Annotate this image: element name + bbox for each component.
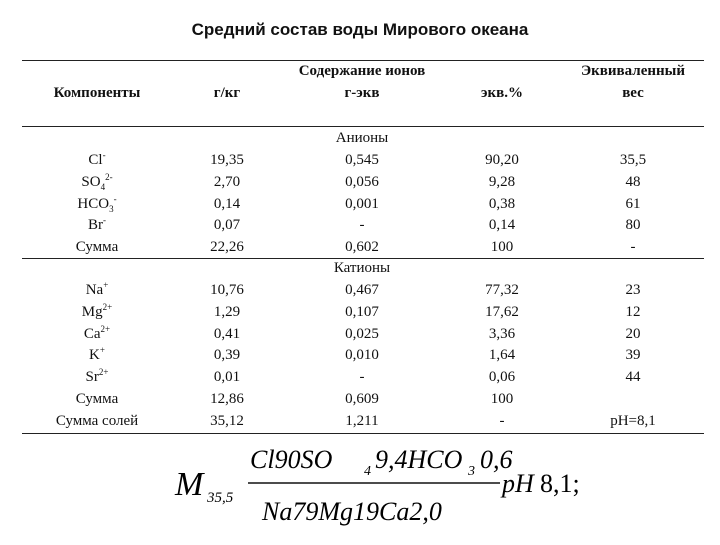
g-per-kg-cell: 0,01 — [213, 369, 241, 386]
table-top-border — [22, 60, 704, 61]
g-eq-cell: 0,602 — [345, 239, 379, 256]
equiv-weight-cell: 48 — [625, 173, 641, 190]
component-cell — [22, 215, 172, 237]
g-eq-cell: 0,056 — [345, 173, 379, 190]
formula-numerator-sub-1: 4 — [364, 464, 371, 479]
component-cell — [22, 345, 172, 367]
eq-percent-cell: 17,62 — [485, 303, 519, 320]
formula-M: M — [175, 466, 204, 503]
g-eq-cell: 1,211 — [345, 412, 379, 429]
g-eq-cell: - — [359, 217, 365, 234]
composition-table — [22, 60, 704, 434]
component-charge: 2+ — [98, 367, 109, 378]
component-name: Na — [85, 282, 104, 298]
eq-percent-cell: 0,38 — [488, 195, 516, 212]
g-eq-cell: 0,107 — [345, 303, 379, 320]
component-name: Mg — [81, 303, 103, 320]
component-name: Br — [88, 217, 103, 234]
g-per-kg-cell: 0,41 — [213, 325, 241, 342]
g-per-kg-cell: 0,14 — [213, 195, 241, 212]
component-charge: - — [102, 150, 106, 160]
eq-percent-cell: 100 — [490, 239, 514, 256]
component-cell — [22, 172, 172, 194]
header-equiv-weight-1: Эквиваленный — [580, 63, 685, 79]
g-eq-cell: 0,609 — [345, 391, 379, 407]
kurlov-formula — [0, 440, 720, 540]
composition-formula — [0, 440, 720, 540]
equiv-weight-cell: 20 — [625, 325, 641, 342]
equiv-weight-cell: 39 — [625, 347, 641, 364]
eq-percent-cell: 90,20 — [485, 152, 519, 168]
page-title: Средний состав воды Мирового океана — [191, 20, 529, 39]
component-name: Сумма — [75, 239, 119, 256]
component-name: SO — [81, 173, 101, 190]
g-per-kg-cell: 12,86 — [210, 391, 244, 407]
g-eq-cell: 0,010 — [345, 347, 379, 364]
component-name: Сумма — [75, 391, 119, 407]
component-charge: + — [103, 280, 109, 290]
formula-denominator: Na79Mg19Ca2,0 — [262, 497, 442, 526]
eq-percent-cell: 0,14 — [488, 217, 516, 234]
eq-percent-cell: 9,28 — [488, 173, 516, 190]
eq-percent-cell: 1,64 — [488, 347, 516, 364]
component-charge: - — [103, 215, 106, 226]
component-cell — [22, 150, 172, 172]
g-per-kg-cell: 22,26 — [210, 239, 244, 256]
formula-numerator-sub-2: 3 — [468, 464, 475, 479]
component-name: Сумма солей — [55, 412, 139, 429]
g-per-kg-cell: 1,29 — [213, 303, 241, 320]
component-charge: + — [99, 345, 105, 356]
equiv-weight-cell: 12 — [625, 303, 641, 320]
header-equiv-weight-2: вес — [622, 85, 644, 101]
section-cations: Катионы — [333, 260, 391, 276]
g-per-kg-cell: 0,07 — [213, 217, 241, 234]
equiv-weight-cell: 80 — [625, 217, 641, 234]
component-cell — [22, 237, 172, 259]
component-name: Ca — [83, 325, 101, 342]
component-cell — [22, 367, 172, 389]
component-charge: - — [113, 193, 117, 204]
component-cell — [22, 194, 172, 216]
g-eq-cell: 0,467 — [345, 282, 379, 298]
header-ion-content: Содержание ионов — [298, 63, 426, 79]
eq-percent-cell: 3,36 — [488, 325, 516, 342]
g-per-kg-cell: 2,70 — [213, 173, 241, 190]
header-g-eq: г-экв — [344, 85, 380, 101]
header-eq-percent: экв.% — [481, 85, 523, 101]
g-eq-cell: - — [359, 369, 365, 386]
eq-percent-cell: 100 — [490, 391, 514, 407]
formula-pH: pH — [502, 469, 534, 498]
formula-numerator-1: Cl90SO — [250, 445, 333, 474]
eq-percent-cell: - — [499, 412, 505, 429]
header-bottom-border — [22, 126, 704, 127]
header-g-per-kg: г/кг — [213, 85, 241, 101]
formula-numerator-3: 0,6 — [480, 445, 513, 474]
component-cell — [22, 302, 172, 324]
table-bottom-border — [22, 433, 704, 434]
equiv-weight-cell: 44 — [625, 369, 641, 386]
g-per-kg-cell: 0,39 — [213, 347, 241, 364]
component-name: K — [89, 347, 100, 364]
component-subscript: 3 — [109, 203, 114, 214]
component-cell — [22, 411, 172, 433]
component-subscript: 4 — [100, 181, 106, 192]
eq-percent-cell: 77,32 — [485, 282, 519, 298]
component-cell — [22, 280, 172, 302]
eq-percent-cell: 0,06 — [488, 369, 516, 386]
formula-numerator-2: 9,4HCO — [375, 445, 463, 474]
equiv-weight-cell: pH=8,1 — [610, 412, 656, 429]
component-name: Cl — [88, 152, 103, 168]
g-per-kg-cell: 35,12 — [210, 412, 244, 429]
formula-M-sub: 35,5 — [207, 490, 234, 506]
g-eq-cell: 0,025 — [345, 325, 379, 342]
component-name: HCO — [77, 195, 110, 212]
equiv-weight-cell: 61 — [625, 195, 641, 212]
component-cell — [22, 389, 172, 411]
g-per-kg-cell: 10,76 — [210, 282, 244, 298]
equiv-weight-cell: 35,5 — [619, 152, 647, 168]
component-charge: 2+ — [102, 301, 113, 312]
component-charge: 2- — [105, 171, 113, 182]
header-components: Компоненты — [53, 85, 141, 101]
g-eq-cell: 0,545 — [345, 152, 379, 168]
equiv-weight-cell: 23 — [625, 282, 641, 298]
component-name: Sr — [85, 369, 99, 386]
equiv-weight-cell: - — [630, 239, 636, 256]
component-charge: 2+ — [100, 323, 111, 334]
component-cell — [22, 324, 172, 346]
g-per-kg-cell: 19,35 — [210, 152, 244, 168]
g-eq-cell: 0,001 — [345, 195, 379, 212]
formula-pH-value: 8,1; — [540, 469, 580, 498]
section-anions: Анионы — [335, 130, 389, 146]
